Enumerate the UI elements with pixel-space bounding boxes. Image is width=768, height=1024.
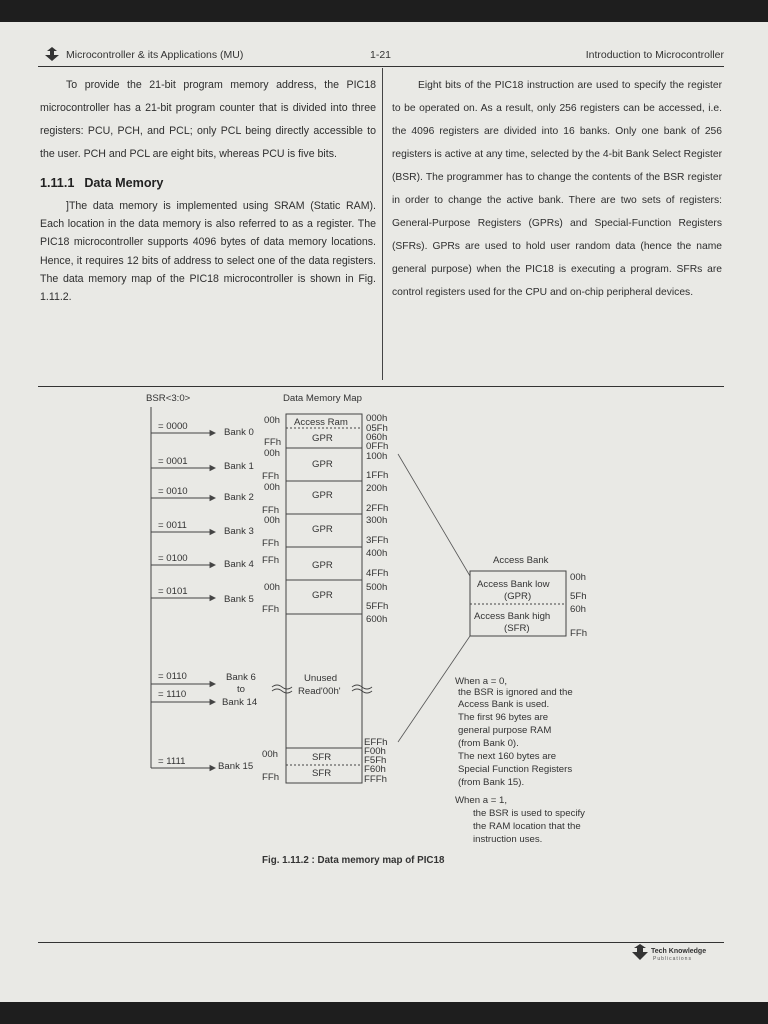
address-label: 200h <box>366 483 388 494</box>
address-label: EFFh <box>364 737 388 748</box>
offset-label: 00h <box>264 482 281 493</box>
bank-label: Bank 5 <box>224 594 254 605</box>
bank-range-start: Bank 6 <box>226 672 256 683</box>
connector-line <box>398 454 470 576</box>
paragraph-banks: Eight bits of the PIC18 instruction are used to specify the register to be operated on. As a result, only 256 registers can be accessed, i.e. the 4096 registers are divided into 16 banks. Only one bank of 256 registers is active at any time, selected by the 4-bit Bank Select Register (BSR). The programmer has to change the contents of the BSR register in order to change the active bank. There are two sets of registers: General-Purpose Registers (GPRs) and Special-Function Registers (SFRs). GPRs are used to hold user random data (hence the name general purpose) when the PIC18 is executing a program. SFRs are control registers used for the CPU and on-chip peripheral devices. <box>392 80 722 298</box>
unused-label: Unused <box>304 673 338 684</box>
cell-gpr: GPR <box>312 459 333 470</box>
page-number: 1-21 <box>370 49 392 61</box>
bsr-value: = 0101 <box>158 586 188 597</box>
bank-label: Bank 1 <box>224 461 254 472</box>
book-title: Microcontroller & its Applications (MU) <box>66 49 244 61</box>
bsr-value: = 0110 <box>158 671 187 682</box>
offset-label: 00h <box>262 749 279 760</box>
access-bank-high-label: Access Bank high <box>474 611 551 622</box>
offset-label: FFh <box>262 555 280 566</box>
cell-sfr: SFR <box>312 768 332 779</box>
bank-label: Bank 4 <box>224 559 254 570</box>
access-bank-low-label: Access Bank low <box>477 579 550 590</box>
note-a1 <box>455 795 585 845</box>
address-label: F60h <box>364 764 386 775</box>
offset-label: 00h <box>264 582 281 593</box>
note-line: the RAM location that the <box>473 821 581 832</box>
note-line: Special Function Registers <box>458 764 573 775</box>
address-label: 1FFh <box>366 470 389 481</box>
address-label: 060h <box>366 432 388 443</box>
publisher-sub: Publications <box>653 956 692 962</box>
cell-access-ram: Access Ram <box>294 417 348 428</box>
note-line: general purpose RAM <box>458 725 552 736</box>
offset-label: FFh <box>262 471 280 482</box>
address-label: 4FFh <box>366 568 389 579</box>
address-label: 500h <box>366 582 388 593</box>
section-title: Data Memory <box>84 176 164 190</box>
access-offset: 00h <box>570 572 587 583</box>
figure-caption: Fig. 1.11.2 : Data memory map of PIC18 <box>262 855 445 866</box>
address-label: 3FFh <box>366 535 389 546</box>
bsr-value: = 0011 <box>158 520 187 531</box>
paragraph-program-counter: To provide the 21-bit program memory address, the PIC18 microcontroller has a 21-bit program counter that is divided into three registers: PCU, PCH, and PCL; only PCL being directly accessible to the user. PCH and PCL are eight bits, whereas PCU is five bits. <box>40 79 376 160</box>
address-label: 2FFh <box>366 503 389 514</box>
cell-gpr: GPR <box>312 524 333 535</box>
bank-label: Bank 3 <box>224 526 254 537</box>
note-line: The first 96 bytes are <box>458 712 549 723</box>
note-line: When a = 0, <box>455 676 507 687</box>
bsr-value: = 0010 <box>158 486 188 497</box>
chapter-title: Introduction to Microcontroller <box>585 49 724 61</box>
bank-range-to: to <box>237 684 246 695</box>
access-offset: 5Fh <box>570 591 587 602</box>
bank-label: Bank 0 <box>224 427 254 438</box>
address-label: F5Fh <box>364 755 387 766</box>
note-line: (from Bank 15). <box>458 777 525 788</box>
bsr-value: = 0100 <box>158 553 188 564</box>
note-line: the BSR is ignored and the <box>458 687 573 698</box>
address-label: 05Fh <box>366 423 388 434</box>
addresses <box>364 413 388 785</box>
note-line: The next 160 bytes are <box>458 751 557 762</box>
offset-label: 00h <box>264 448 281 459</box>
bank-range-end: Bank 14 <box>222 697 258 708</box>
address-label: F00h <box>364 746 386 757</box>
bsr-value: = 1111 <box>158 756 186 767</box>
offset-label: FFh <box>262 505 280 516</box>
bsr-value: = 0001 <box>158 456 188 467</box>
paragraph-data-memory: ]The data memory is implemented using SRAM (Static RAM). Each location in the data memory is also referred to as a register. The PIC18 microcontroller supports 4096 bytes of data memory locations. Hence, it requires 12 bits of address to select one of the data registers. The data memory map of the PIC18 microcontroller is shown in Fig. 1.11.2. <box>40 200 376 304</box>
bank-offsets <box>262 415 281 783</box>
access-offset: FFh <box>570 628 588 639</box>
offset-label: 00h <box>264 415 281 426</box>
bsr-values <box>158 421 188 767</box>
bsr-value: = 0000 <box>158 421 188 432</box>
publisher-name: Tech Knowledge <box>651 948 707 955</box>
cell-gpr: GPR <box>312 560 333 571</box>
address-label: 400h <box>366 548 388 559</box>
offset-label: FFh <box>262 604 280 615</box>
bank-labels <box>218 427 258 772</box>
address-label: 5FFh <box>366 601 389 612</box>
memory-cells <box>294 417 348 779</box>
note-line: Access Bank is used. <box>458 699 550 710</box>
access-bank-low-type: (GPR) <box>504 591 532 602</box>
bsr-value: = 1110 <box>158 689 187 700</box>
offset-label: 00h <box>264 515 281 526</box>
unused-read-label: Read'00h' <box>298 686 341 697</box>
map-title: Data Memory Map <box>283 393 362 404</box>
note-line: (from Bank 0). <box>458 738 519 749</box>
access-offset: 60h <box>570 604 587 615</box>
address-label: FFFh <box>364 774 387 785</box>
note-line: When a = 1, <box>455 795 507 806</box>
offset-label: FFh <box>264 437 282 448</box>
address-label: 0FFh <box>366 441 389 452</box>
note-a0 <box>455 676 573 788</box>
cell-gpr: GPR <box>312 490 333 501</box>
bank-label: Bank 15 <box>218 761 254 772</box>
cell-sfr: SFR <box>312 752 332 763</box>
address-label: 300h <box>366 515 388 526</box>
access-bank-title: Access Bank <box>493 555 549 566</box>
bsr-label: BSR<3:0> <box>146 393 191 404</box>
bank-label: Bank 2 <box>224 492 254 503</box>
access-bank-high-type: (SFR) <box>504 623 530 634</box>
cell-gpr: GPR <box>312 433 333 444</box>
section-number: 1.11.1 <box>40 176 75 190</box>
address-label: 100h <box>366 451 388 462</box>
address-label: 000h <box>366 413 388 424</box>
cell-gpr: GPR <box>312 590 333 601</box>
address-label: 600h <box>366 614 388 625</box>
note-line: instruction uses. <box>473 834 543 845</box>
offset-label: FFh <box>262 772 280 783</box>
offset-label: FFh <box>262 538 280 549</box>
note-line: the BSR is used to specify <box>473 808 585 819</box>
